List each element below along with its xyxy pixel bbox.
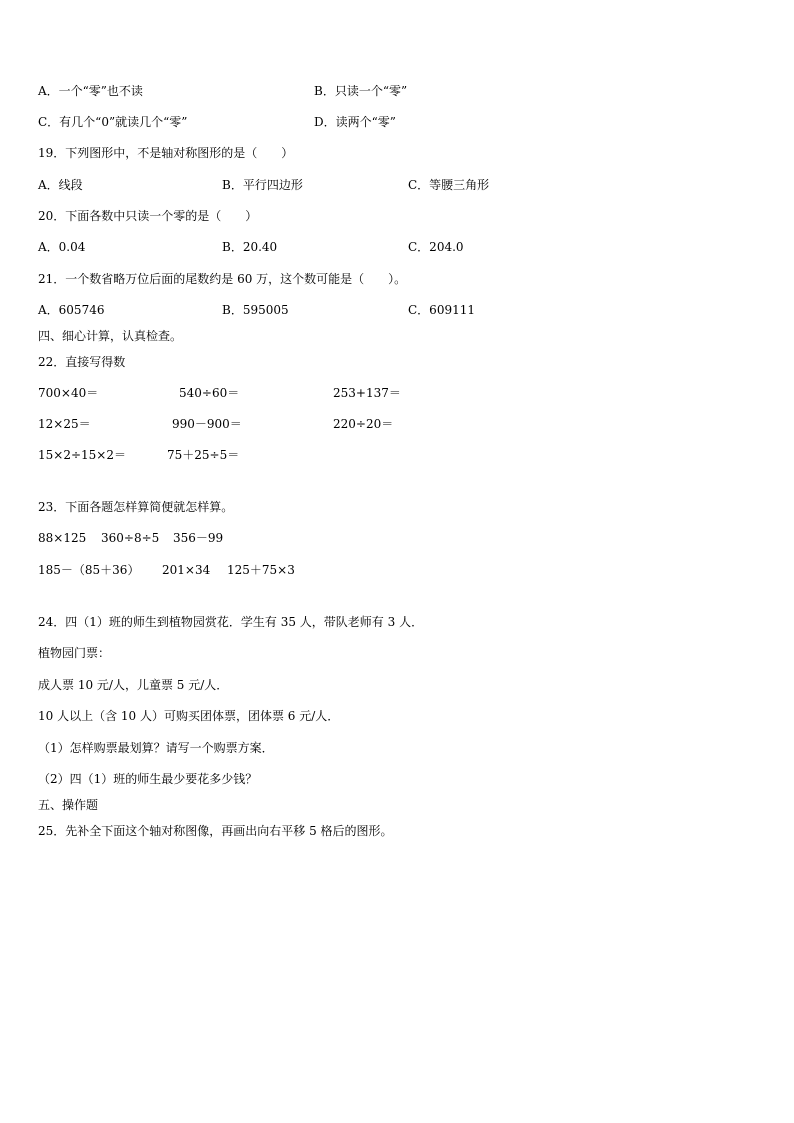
q24-line: 植物园门票： — [38, 646, 111, 660]
q22-item: 12×25＝ — [38, 417, 91, 431]
q19-question: 19．下列图形中，不是轴对称图形的是（ ） — [38, 146, 294, 160]
q25-question: 25．先补全下面这个轴对称图像，再画出向右平移 5 格后的图形。 — [38, 824, 393, 838]
q18-option-b: B．只读一个“零” — [314, 84, 408, 98]
q23-item: 201×34 — [162, 563, 211, 577]
q23-question: 23．下面各题怎样算简便就怎样算。 — [38, 500, 234, 514]
section-5-title: 五、操作题 — [38, 798, 99, 812]
q19-option-c: C．等腰三角形 — [408, 178, 490, 192]
q18-option-c: C．有几个“0”就读几个“零” — [38, 115, 188, 129]
q22-item: 700×40＝ — [38, 386, 99, 400]
q24-question: 24．四（1）班的师生到植物园赏花．学生有 35 人，带队老师有 3 人． — [38, 615, 424, 629]
q19-option-b: B．平行四边形 — [222, 178, 303, 192]
q23-item: 125＋75×3 — [227, 563, 295, 577]
q22-item: 540÷60＝ — [179, 386, 240, 400]
q24-subquestion-2: （2）四（1）班的师生最少要花多少钱？ — [38, 772, 258, 786]
q20-option-b: B．20.40 — [222, 240, 278, 254]
q20-question: 20．下面各数中只读一个零的是（ ） — [38, 209, 258, 223]
q22-item: 220÷20＝ — [333, 417, 394, 431]
q24-line: 成人票 10 元/人，儿童票 5 元/人． — [38, 678, 229, 692]
q19-option-a: A．线段 — [38, 178, 83, 192]
q23-item: 185－（85＋36） — [38, 563, 140, 577]
q22-question: 22．直接写得数 — [38, 355, 126, 369]
q22-item: 253+137＝ — [333, 386, 401, 400]
q18-option-a: A．一个“零”也不读 — [38, 84, 143, 98]
q20-option-c: C．204.0 — [408, 240, 464, 254]
q20-option-a: A．0.04 — [38, 240, 86, 254]
q18-option-d: D．读两个“零” — [314, 115, 396, 129]
q23-item: 360÷8÷5 — [101, 531, 160, 545]
q21-question: 21．一个数省略万位后面的尾数约是 60 万，这个数可能是（ ）。 — [38, 272, 407, 286]
section-4-title: 四、细心计算，认真检查。 — [38, 329, 183, 343]
q21-option-b: B．595005 — [222, 303, 289, 317]
q23-item: 356－99 — [173, 531, 224, 545]
q21-option-c: C．609111 — [408, 303, 475, 317]
q22-item: 75＋25÷5＝ — [167, 448, 240, 462]
q24-subquestion-1: （1）怎样购票最划算？请写一个购票方案． — [38, 741, 274, 755]
q22-item: 990－900＝ — [172, 417, 242, 431]
q21-option-a: A．605746 — [38, 303, 105, 317]
q22-item: 15×2÷15×2＝ — [38, 448, 126, 462]
q24-line: 10 人以上（含 10 人）可购买团体票，团体票 6 元/人． — [38, 709, 340, 723]
q23-item: 88×125 — [38, 531, 87, 545]
